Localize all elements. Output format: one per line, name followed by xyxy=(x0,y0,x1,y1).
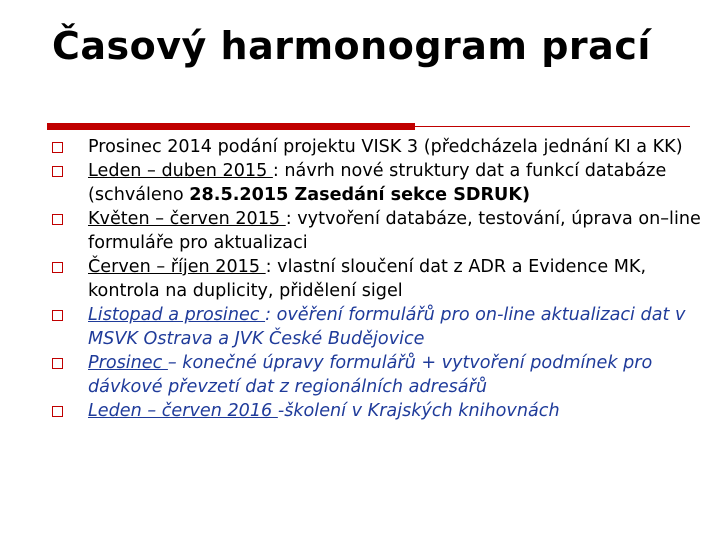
slide-title: Časový harmonogram prací xyxy=(52,24,651,68)
item-text: : vlastní sloučení dat z ADR a Evidence MK, kontrola na duplicity, přidělení sigel xyxy=(88,257,647,301)
schedule-list xyxy=(52,135,702,423)
title-underline-thin xyxy=(47,126,690,127)
item-text: : vytvoření databáze, testování, úprava on–line formuláře pro aktualizaci xyxy=(88,209,701,253)
list-item xyxy=(52,135,702,159)
square-bullet-icon xyxy=(52,406,63,417)
square-bullet-icon xyxy=(52,214,63,225)
item-date: Leden – duben 2015 xyxy=(88,161,273,181)
list-item xyxy=(52,303,702,351)
list-item xyxy=(52,399,702,423)
square-bullet-icon xyxy=(52,310,63,321)
item-date: Listopad a prosinec xyxy=(88,305,266,325)
item-date: Leden – červen 2016 xyxy=(88,401,278,421)
list-item xyxy=(52,351,702,399)
item-text: Prosinec 2014 podání projektu VISK 3 (předcházela jednání KI a KK) xyxy=(88,137,683,157)
item-text: -školení v Krajských knihovnách xyxy=(277,401,560,421)
square-bullet-icon xyxy=(52,142,63,153)
list-item xyxy=(52,159,702,207)
square-bullet-icon xyxy=(52,166,63,177)
item-date: Červen – říjen 2015 xyxy=(88,257,266,277)
item-date: Prosinec xyxy=(88,353,168,373)
item-date: Květen – červen 2015 xyxy=(88,209,286,229)
item-text: : návrh nové struktury dat a funkcí databáze (schváleno xyxy=(88,161,667,205)
square-bullet-icon xyxy=(52,358,63,369)
item-bold-text: 28.5.2015 Zasedání sekce SDRUK) xyxy=(189,185,531,205)
item-text: : ověření formulářů pro on-line aktualizaci dat v MSVK Ostrava a JVK České Budějovice xyxy=(88,305,686,349)
square-bullet-icon xyxy=(52,262,63,273)
list-item xyxy=(52,255,702,303)
list-item xyxy=(52,207,702,255)
item-text: – konečné úpravy formulářů + vytvoření podmínek pro dávkové převzetí dat z regionálních adresářů xyxy=(88,353,653,397)
